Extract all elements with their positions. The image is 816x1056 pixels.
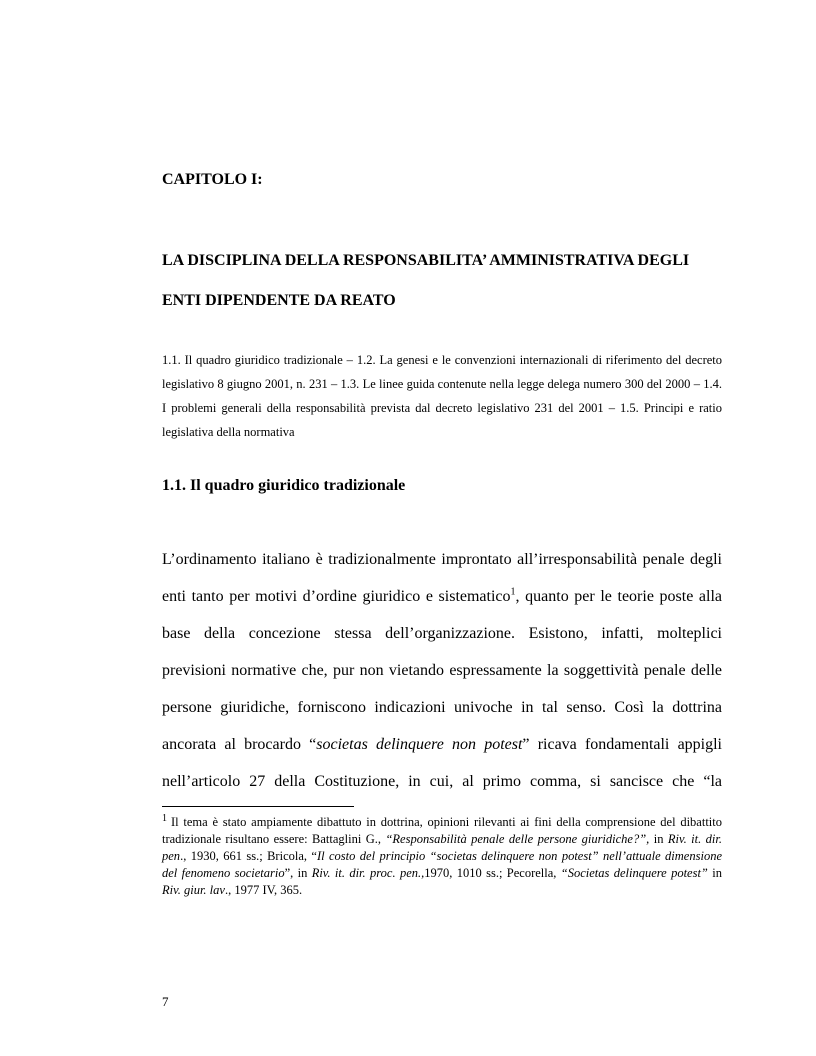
chapter-title xyxy=(162,241,722,321)
body-line: nell’articolo 27 della Costituzione, in cui, al primo comma, si sancisce che “la xyxy=(162,773,722,790)
chapter-summary: 1.1. Il quadro giuridico tradizionale – 1.2. La genesi e le convenzioni internazionali di riferimento del decreto legislativo 8 giugno 2001, n. 231 – 1.3. Le linee guida contenute nella legge delega numero 300 del 2000 – 1.4. I problemi generali della responsabilità prevista dal decreto legislativo 231 del 2001 – 1.5. Principi e ratio legislativa della normativa xyxy=(162,353,722,439)
latin-maxim: societas delinquere non potest xyxy=(316,736,523,753)
footnote-separator xyxy=(162,806,354,807)
body-line: persone giuridiche, forniscono indicazioni univoche in tal senso. Così la dottrina xyxy=(162,699,722,716)
footnote-reference[interactable]: 1 xyxy=(510,586,516,598)
body-line: L’ordinamento italiano è tradizionalmente improntato all’irresponsabilità penale degli xyxy=(162,551,722,568)
body-line: enti tanto per motivi d’ordine giuridico e sistematico$^1$, quanto per le teorie poste alla xyxy=(162,586,723,605)
body-paragraph xyxy=(162,541,722,800)
body-line: ancorata al brocardo “societas delinquere non potest” ricava fondamentali appigli xyxy=(162,736,722,753)
footnote: $^1$ Il tema è stato ampiamente dibattuto in dottrina, opinioni rilevanti ai fini della comprensione del dibattito tradizionale risultano essere: Battaglini G., “Responsabilità penale delle persone giuridiche?”, in Riv. it. dir. pen., 1930, 661 ss.; Bricola, “Il costo del principio “societas delinquere non potest” nell’attuale dimensione del fenomeno societario”, in Riv. it. dir. proc. pen.,1970, 1010 ss.; Pecorella, “Societas delinquere potest” in Riv. giur. lav., 1977 IV, 365. xyxy=(162,812,722,897)
section-heading: 1.1. Il quadro giuridico tradizionale xyxy=(162,477,406,494)
footnote-number: 1 xyxy=(162,812,167,824)
body-line: base della concezione stessa dell’organizzazione. Esistono, infatti, molteplici xyxy=(162,625,722,642)
body-line: previsioni normative che, pur non vietando espressamente la soggettività penale delle xyxy=(162,662,722,679)
page-number: 7 xyxy=(162,994,169,1009)
chapter-title-line-2: ENTI DIPENDENTE DA REATO xyxy=(162,292,396,309)
chapter-label: CAPITOLO I: xyxy=(162,171,263,188)
chapter-title-line-1: LA DISCIPLINA DELLA RESPONSABILITA’ AMMINISTRATIVA DEGLI xyxy=(162,252,690,269)
